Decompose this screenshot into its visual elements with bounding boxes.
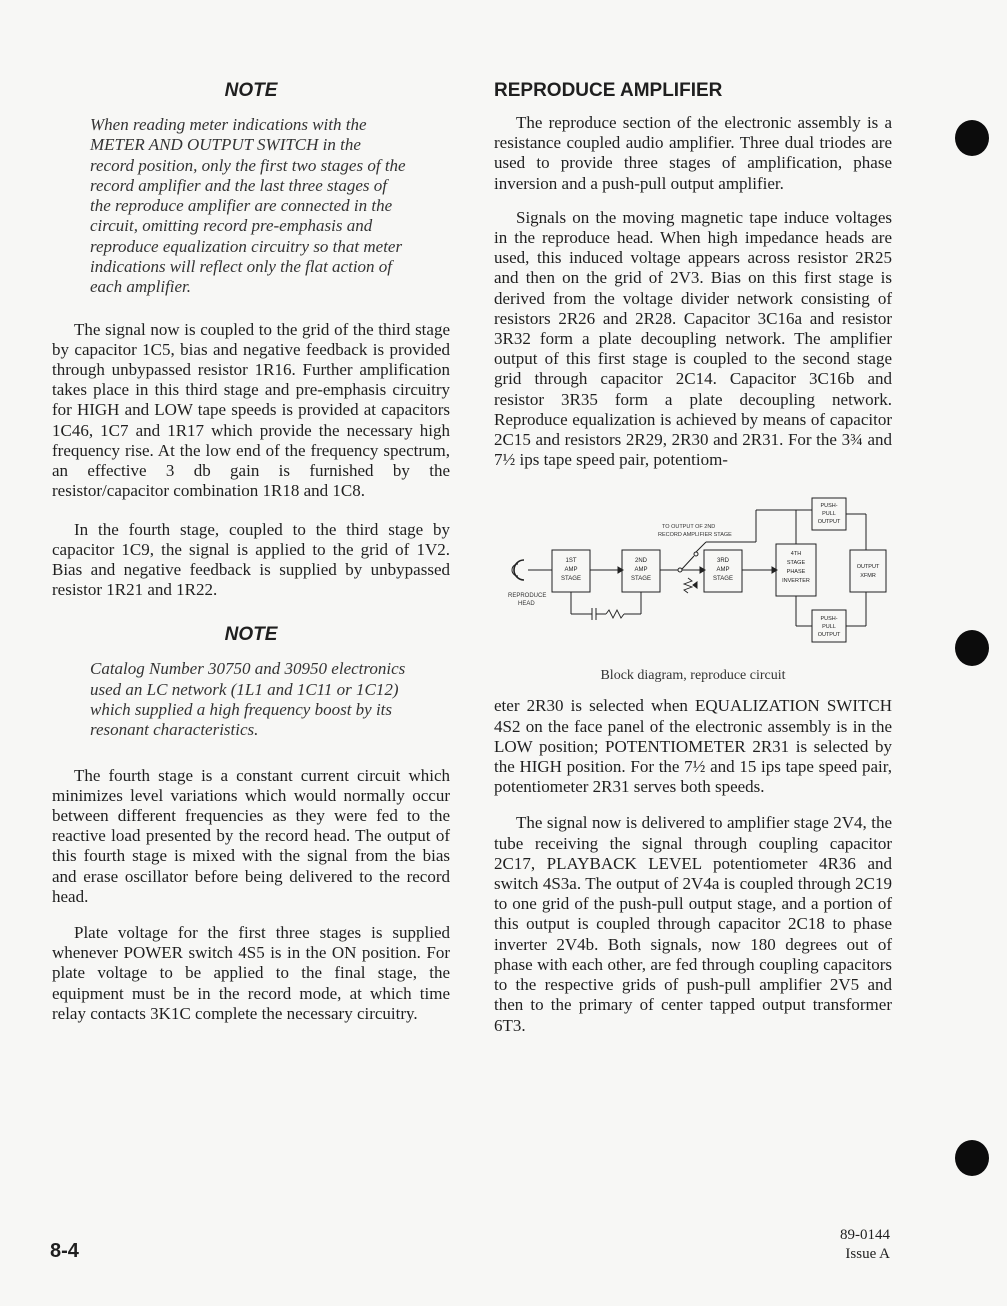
tap-label: RECORD AMPLIFIER STAGE: [658, 532, 732, 539]
xfmr-label: XFMR: [860, 573, 876, 580]
paragraph: Plate voltage for the first three stages is supplied whenever POWER switch 4S5 is in the ON position. For plate voltage to be applied to the final stage, the equipment must be in the record mode, at which time relay contacts 3K1C complete the necessary circuitry.: [52, 922, 450, 1023]
paragraph: Signals on the moving magnetic tape induce voltages in the reproduce head. When high impedance heads are used, this induced voltage appears across resistor 2R25 and then on the grid of 2V3. Bias on this first stage is derived from the voltage divider network consisting of resistors 2R26 and 2R28. Capacitor 3C16a and resistor 3R32 form a plate decoupling network. The amplifier output of this first stage is coupled to the second stage grid through capacitor 2C14. Capacitor 3C16b and resistor 3R35 form a plate decoupling network. Reproduce equalization is achieved by means of capacitor 2C15 and resistors 2R29, 2R30 and 2R31. For the 3¾ and 7½ ips tape speed pair, potentiom-: [494, 207, 892, 470]
binder-hole-mark: [955, 120, 989, 156]
block-diagram-svg: [494, 490, 892, 662]
note-title: NOTE: [224, 624, 278, 646]
stage3-label: AMP: [716, 567, 730, 574]
note-title: NOTE: [224, 80, 278, 101]
stage3-label: 3RD: [716, 558, 730, 565]
stage4-label: STAGE: [786, 560, 806, 567]
stage2-label: AMP: [634, 567, 648, 574]
doc-number: 89-0144: [840, 1227, 890, 1243]
stage1-label: 1ST: [565, 558, 577, 565]
left-column: [52, 80, 450, 1024]
stage2-label: 2ND: [634, 558, 648, 565]
stage4-label: PHASE: [786, 569, 806, 576]
tap-label: TO OUTPUT OF 2ND: [662, 524, 716, 531]
push-pull-label: PUSH-: [820, 503, 838, 510]
xfmr-label: OUTPUT: [856, 564, 880, 571]
paragraph: eter 2R30 is selected when EQUALIZATION SWITCH 4S2 on the face panel of the electronic assembly is in the LOW position; POTENTIOMETER 2R31 is selected by the HIGH position. For the 7½ and 15 ips tape speed pair, potentiometer 2R31 serves both speeds.: [494, 696, 892, 797]
head-label: REPRODUCE: [508, 593, 547, 600]
output-xfmr-block: [850, 550, 886, 592]
push-pull-label: PULL: [822, 511, 836, 518]
paragraph: The fourth stage is a constant current circuit which minimizes level variations which would normally occur between different frequencies as they were fed to the reactive load presented by the record head. The output of this fourth stage is mixed with the signal from the bias and erase oscillator before being delivered to the record head.: [52, 765, 450, 906]
note-text: When reading meter indications with the METER AND OUTPUT SWITCH in the record position, only the first two stages of the record amplifier and the last three stages of the reproduce amplifier are connected in the circuit, omitting record pre-emphasis and reproduce equalization circuitry so that meter indications will reflect only the flat action of each amplifier.: [90, 115, 406, 297]
reproduce-head-icon: [512, 560, 524, 580]
right-column: [494, 80, 892, 1036]
push-pull-label: OUTPUT: [817, 519, 841, 526]
stage2-label: STAGE: [631, 576, 651, 583]
block-diagram: [494, 484, 892, 686]
push-pull-label: PUSH-: [820, 616, 838, 623]
push-pull-label: OUTPUT: [817, 632, 841, 639]
stage1-label: AMP: [564, 567, 578, 574]
paragraph: The reproduce section of the electronic assembly is a resistance coupled audio amplifier. Three dual triodes are used to provide three stages of amplification, phase inversion and a push-pull output amplifier.: [494, 113, 892, 193]
binder-hole-mark: [955, 1140, 989, 1176]
paragraph: The signal now is delivered to amplifier stage 2V4, the tube receiving the signal through coupling capacitor 2C17, PLAYBACK LEVEL potentiometer 4R36 and switch 4S3a. The output of 2V4a is coupled through 2C19 to one grid of the push-pull output stage, and a portion of this output is coupled through capacitor 2C18 to phase inverter 2V4b. Both signals, now 180 degrees out of phase with each other, are fed through coupling capacitors to the respective grids of push-pull amplifier 2V5 and then to the primary of center tapped output transformer 6T3.: [494, 813, 892, 1035]
binder-hole-mark: [955, 630, 989, 666]
diagram-caption: Block diagram, reproduce circuit: [600, 668, 786, 684]
section-heading: REPRODUCE AMPLIFIER: [494, 80, 723, 101]
paragraph: The signal now is coupled to the grid of the third stage by capacitor 1C5, bias and negative feedback is provided through unbypassed resistor 1R16. Further amplification takes place in this third stage and pre-emphasis circuitry for HIGH and LOW tape speeds is provided at capacitors 1C46, 1C7 and 1R17 which provide the necessary high frequency rise. At the low end of the frequency spectrum, an effective 3 db gain is furnished by the resistor/capacitor combination 1R18 and 1C8.: [52, 319, 450, 501]
head-label: HEAD: [518, 601, 535, 608]
stage4-label: 4TH: [790, 551, 802, 558]
paragraph: In the fourth stage, coupled to the third stage by capacitor 1C9, the signal is applied to the grid of 1V2. Bias and negative feedback is supplied by unbypassed resistor 1R21 and 1R22.: [52, 519, 450, 600]
stage4-label: INVERTER: [782, 578, 810, 585]
issue-label: Issue A: [845, 1246, 890, 1262]
doc-footer: [840, 1226, 890, 1264]
stage3-label: STAGE: [713, 576, 733, 583]
note-text: Catalog Number 30750 and 30950 electronics used an LC network (1L1 and 1C11 or 1C12) which supplied a high frequency boost by its resonant characteristics.: [90, 659, 406, 740]
push-pull-label: PULL: [822, 624, 836, 631]
page-number: 8-4: [50, 1240, 79, 1262]
stage1-label: STAGE: [561, 576, 581, 583]
